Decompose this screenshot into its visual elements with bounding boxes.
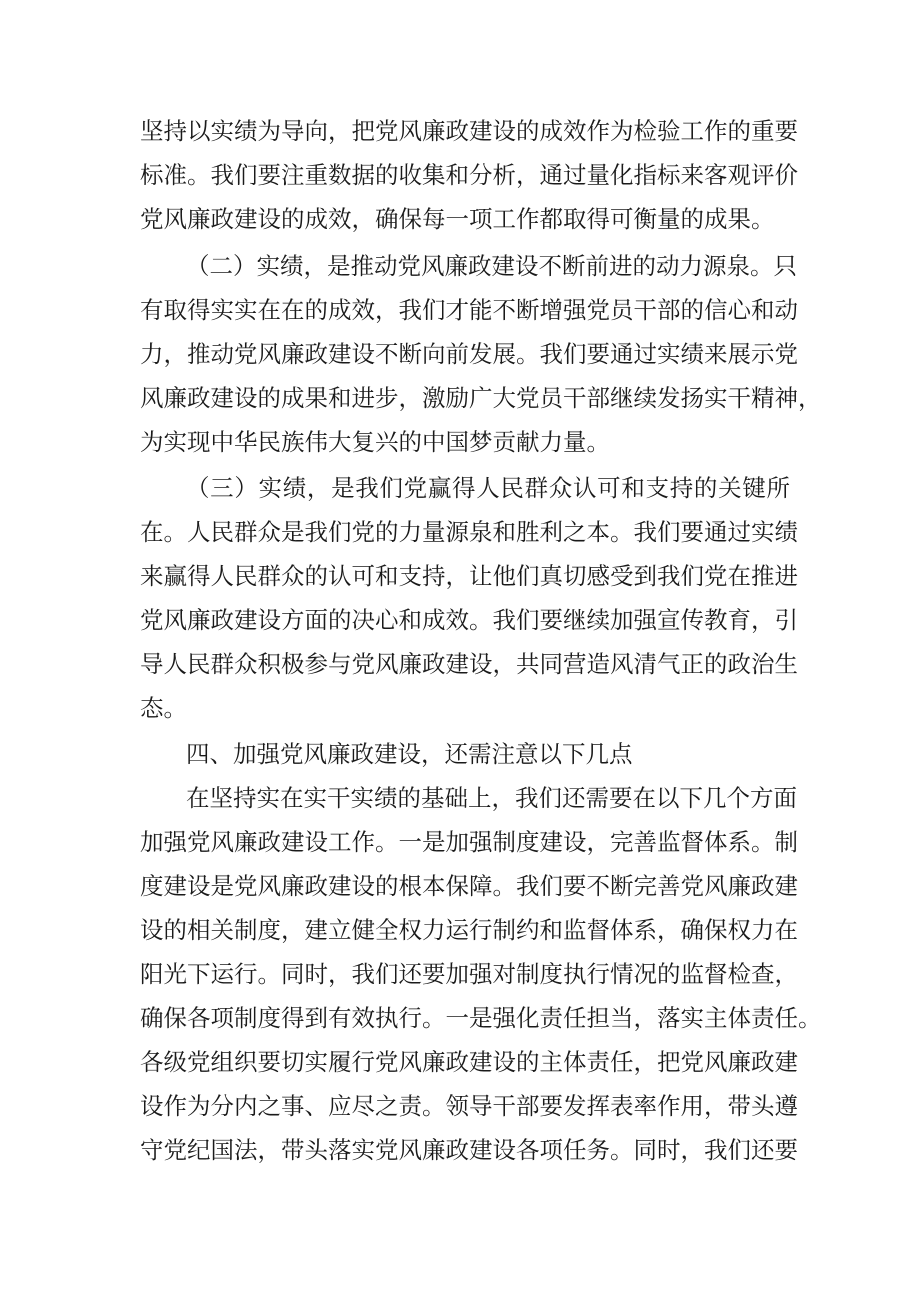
text-line: 坚持以实绩为导向，把党风廉政建设的成效作为检验工作的重要 — [140, 117, 798, 145]
text-line: 党风廉政建设的成效，确保每一项工作都取得可衡量的成果。 — [140, 205, 775, 233]
text-line: 各级党组织要切实履行党风廉政建设的主体责任，把党风廉政建 — [140, 1048, 798, 1076]
text-line: 标准。我们要注重数据的收集和分析，通过量化指标来客观评价 — [140, 161, 798, 189]
text-line: （二）实绩，是推动党风廉政建设不断前进的动力源泉。只 — [186, 252, 797, 280]
text-line: 在坚持实在实干实绩的基础上，我们还需要在以下几个方面 — [186, 784, 797, 812]
text-line: 风廉政建设的成果和进步，激励广大党员干部继续发扬实干精神， — [140, 384, 822, 412]
text-line: 设作为分内之事、应尽之责。领导干部要发挥表率作用，带头遵 — [140, 1092, 798, 1120]
text-line: 设的相关制度，建立健全权力运行制约和监督体系，确保权力在 — [140, 916, 798, 944]
text-line: 在。人民群众是我们党的力量源泉和胜利之本。我们要通过实绩 — [140, 518, 798, 546]
text-line: 有取得实实在在的成效，我们才能不断增强党员干部的信心和动 — [140, 296, 798, 324]
text-line: 阳光下运行。同时，我们还要加强对制度执行情况的监督检查， — [140, 960, 798, 988]
text-line: （三）实绩，是我们党赢得人民群众认可和支持的关键所 — [186, 474, 790, 502]
text-line: 来赢得人民群众的认可和支持，让他们真切感受到我们党在推进 — [140, 562, 798, 590]
text-line: 党风廉政建设方面的决心和成效。我们要继续加强宣传教育，引 — [140, 606, 798, 634]
text-line: 导人民群众积极参与党风廉政建设，共同营造风清气正的政治生 — [140, 650, 798, 678]
section-heading: 四、加强党风廉政建设，还需注意以下几点 — [186, 740, 633, 768]
text-line: 力，推动党风廉政建设不断向前发展。我们要通过实绩来展示党 — [140, 340, 798, 368]
text-line: 确保各项制度得到有效执行。一是强化责任担当，落实主体责任。 — [140, 1004, 822, 1032]
text-line: 态。 — [140, 694, 187, 722]
text-line: 为实现中华民族伟大复兴的中国梦贡献力量。 — [140, 428, 610, 456]
text-line: 度建设是党风廉政建设的根本保障。我们要不断完善党风廉政建 — [140, 872, 798, 900]
text-line: 守党纪国法，带头落实党风廉政建设各项任务。同时，我们还要 — [140, 1136, 798, 1164]
text-line: 加强党风廉政建设工作。一是加强制度建设，完善监督体系。制 — [140, 828, 798, 856]
